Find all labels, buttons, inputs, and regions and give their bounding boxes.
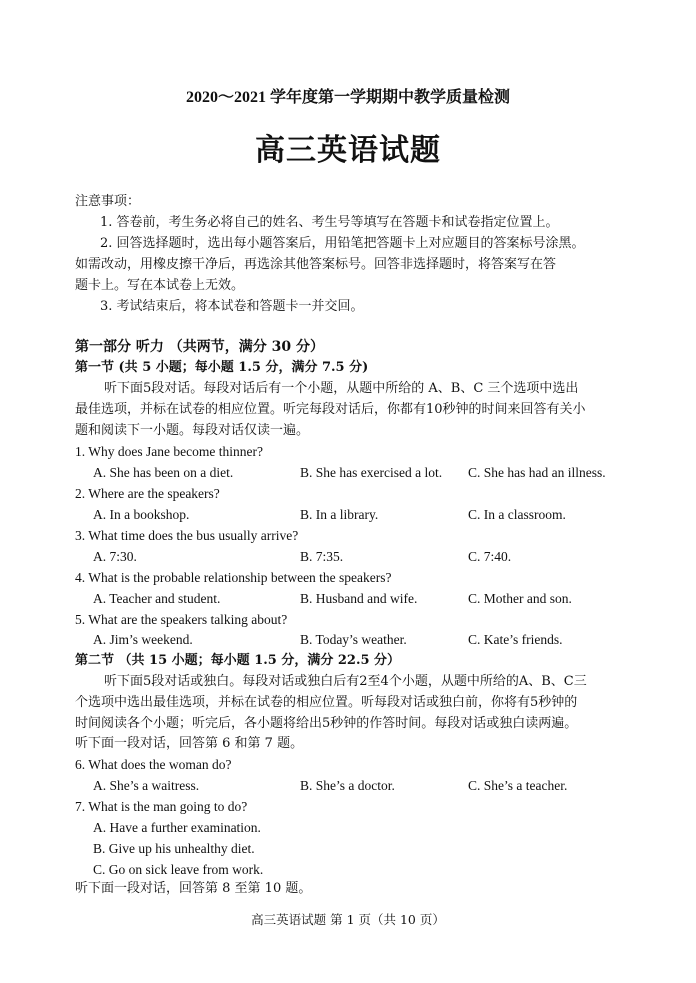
option-b: B. She’s a doctor.	[300, 778, 395, 793]
option-a: A. Have a further examination.	[93, 820, 261, 835]
section1-instruction: 听下面5段对话。每段对话后有一个小题，从题中所给的 A、B、C 三个选项中选出	[104, 381, 579, 396]
option-a: A. In a bookshop.	[93, 507, 190, 522]
exam-subtitle: 2020～2021 学年度第一学期期中教学质量检测	[185, 89, 510, 106]
question-text: 3. What time does the bus usually arrive?	[75, 528, 299, 543]
option-a: A. 7:30.	[93, 549, 137, 564]
option-b: B. Today’s weather.	[300, 632, 407, 647]
question-text: 4. What is the probable relationship between the speakers?	[75, 570, 392, 585]
listening-prompt: 听下面一段对话，回答第 8 至第 10 题。	[75, 881, 312, 896]
section1-instruction: 题和阅读下一小题。每段对话仅读一遍。	[75, 423, 310, 438]
note-line: 1. 答卷前，考生务必将自己的姓名、考生号等填写在答题卡和试卷指定位置上。	[100, 215, 559, 230]
option-c: C. In a classroom.	[468, 507, 566, 522]
option-c: C. She has had an illness.	[468, 465, 606, 480]
note-line: 题卡上。写在本试卷上无效。	[75, 278, 245, 293]
section2-instruction: 听下面5段对话或独白。每段对话或独白后有2至4个小题，从题中所给的A、B、C三	[104, 674, 587, 689]
notes-heading: 注意事项：	[75, 194, 141, 209]
option-b: B. Give up his unhealthy diet.	[93, 841, 255, 856]
option-a: A. Teacher and student.	[93, 591, 221, 606]
option-b: B. In a library.	[300, 507, 379, 522]
question-text: 2. Where are the speakers?	[75, 486, 220, 501]
listening-prompt: 听下面一段对话，回答第 6 和第 7 题。	[75, 736, 304, 751]
note-line: 如需改动，用橡皮擦干净后，再选涂其他答案标号。回答非选择题时，将答案写在答	[75, 257, 557, 272]
option-b: B. 7:35.	[300, 549, 344, 564]
note-line: 3. 考试结束后，将本试卷和答题卡一并交回。	[100, 299, 364, 314]
section1-instruction: 最佳选项，并标在试卷的相应位置。听完每段对话后，你都有10秒钟的时间来回答有关小	[75, 402, 586, 417]
section2-instruction: 个选项中选出最佳选项，并标在试卷的相应位置。听每段对话或独白前，你将有5秒钟的	[75, 695, 578, 710]
option-b: B. She has exercised a lot.	[300, 465, 443, 480]
question-text: 1. Why does Jane become thinner?	[75, 444, 263, 459]
question-text: 6. What does the woman do?	[75, 757, 232, 772]
option-c: C. Kate’s friends.	[468, 632, 563, 647]
page-footer: 高三英语试题 第 1 页（共 10 页）	[251, 912, 445, 927]
option-c: C. Go on sick leave from work.	[93, 862, 264, 877]
option-a: A. She has been on a diet.	[93, 465, 234, 480]
section1-heading: 第一节 (共 5 小题；每小题 1.5 分，满分 7.5 分)	[75, 360, 369, 375]
question-text: 7. What is the man going to do?	[75, 799, 248, 814]
question-text: 5. What are the speakers talking about?	[75, 612, 288, 627]
section2-instruction: 时间阅读各个小题；听完后，各小题将给出5秒钟的作答时间。每段对话或独白读两遍。	[75, 716, 578, 731]
option-c: C. She’s a teacher.	[468, 778, 568, 793]
option-c: C. Mother and son.	[468, 591, 572, 606]
option-a: A. Jim’s weekend.	[93, 632, 193, 647]
note-line: 2. 回答选择题时，选出每小题答案后，用铅笔把答题卡上对应题目的答案标号涂黑。	[100, 236, 585, 251]
option-c: C. 7:40.	[468, 549, 512, 564]
part1-heading: 第一部分 听力 （共两节，满分 30 分）	[75, 339, 324, 355]
option-a: A. She’s a waitress.	[93, 778, 200, 793]
exam-title: 高三英语试题	[255, 133, 441, 168]
option-b: B. Husband and wife.	[300, 591, 418, 606]
section2-heading: 第二节 （共 15 小题；每小题 1.5 分，满分 22.5 分）	[75, 653, 401, 668]
